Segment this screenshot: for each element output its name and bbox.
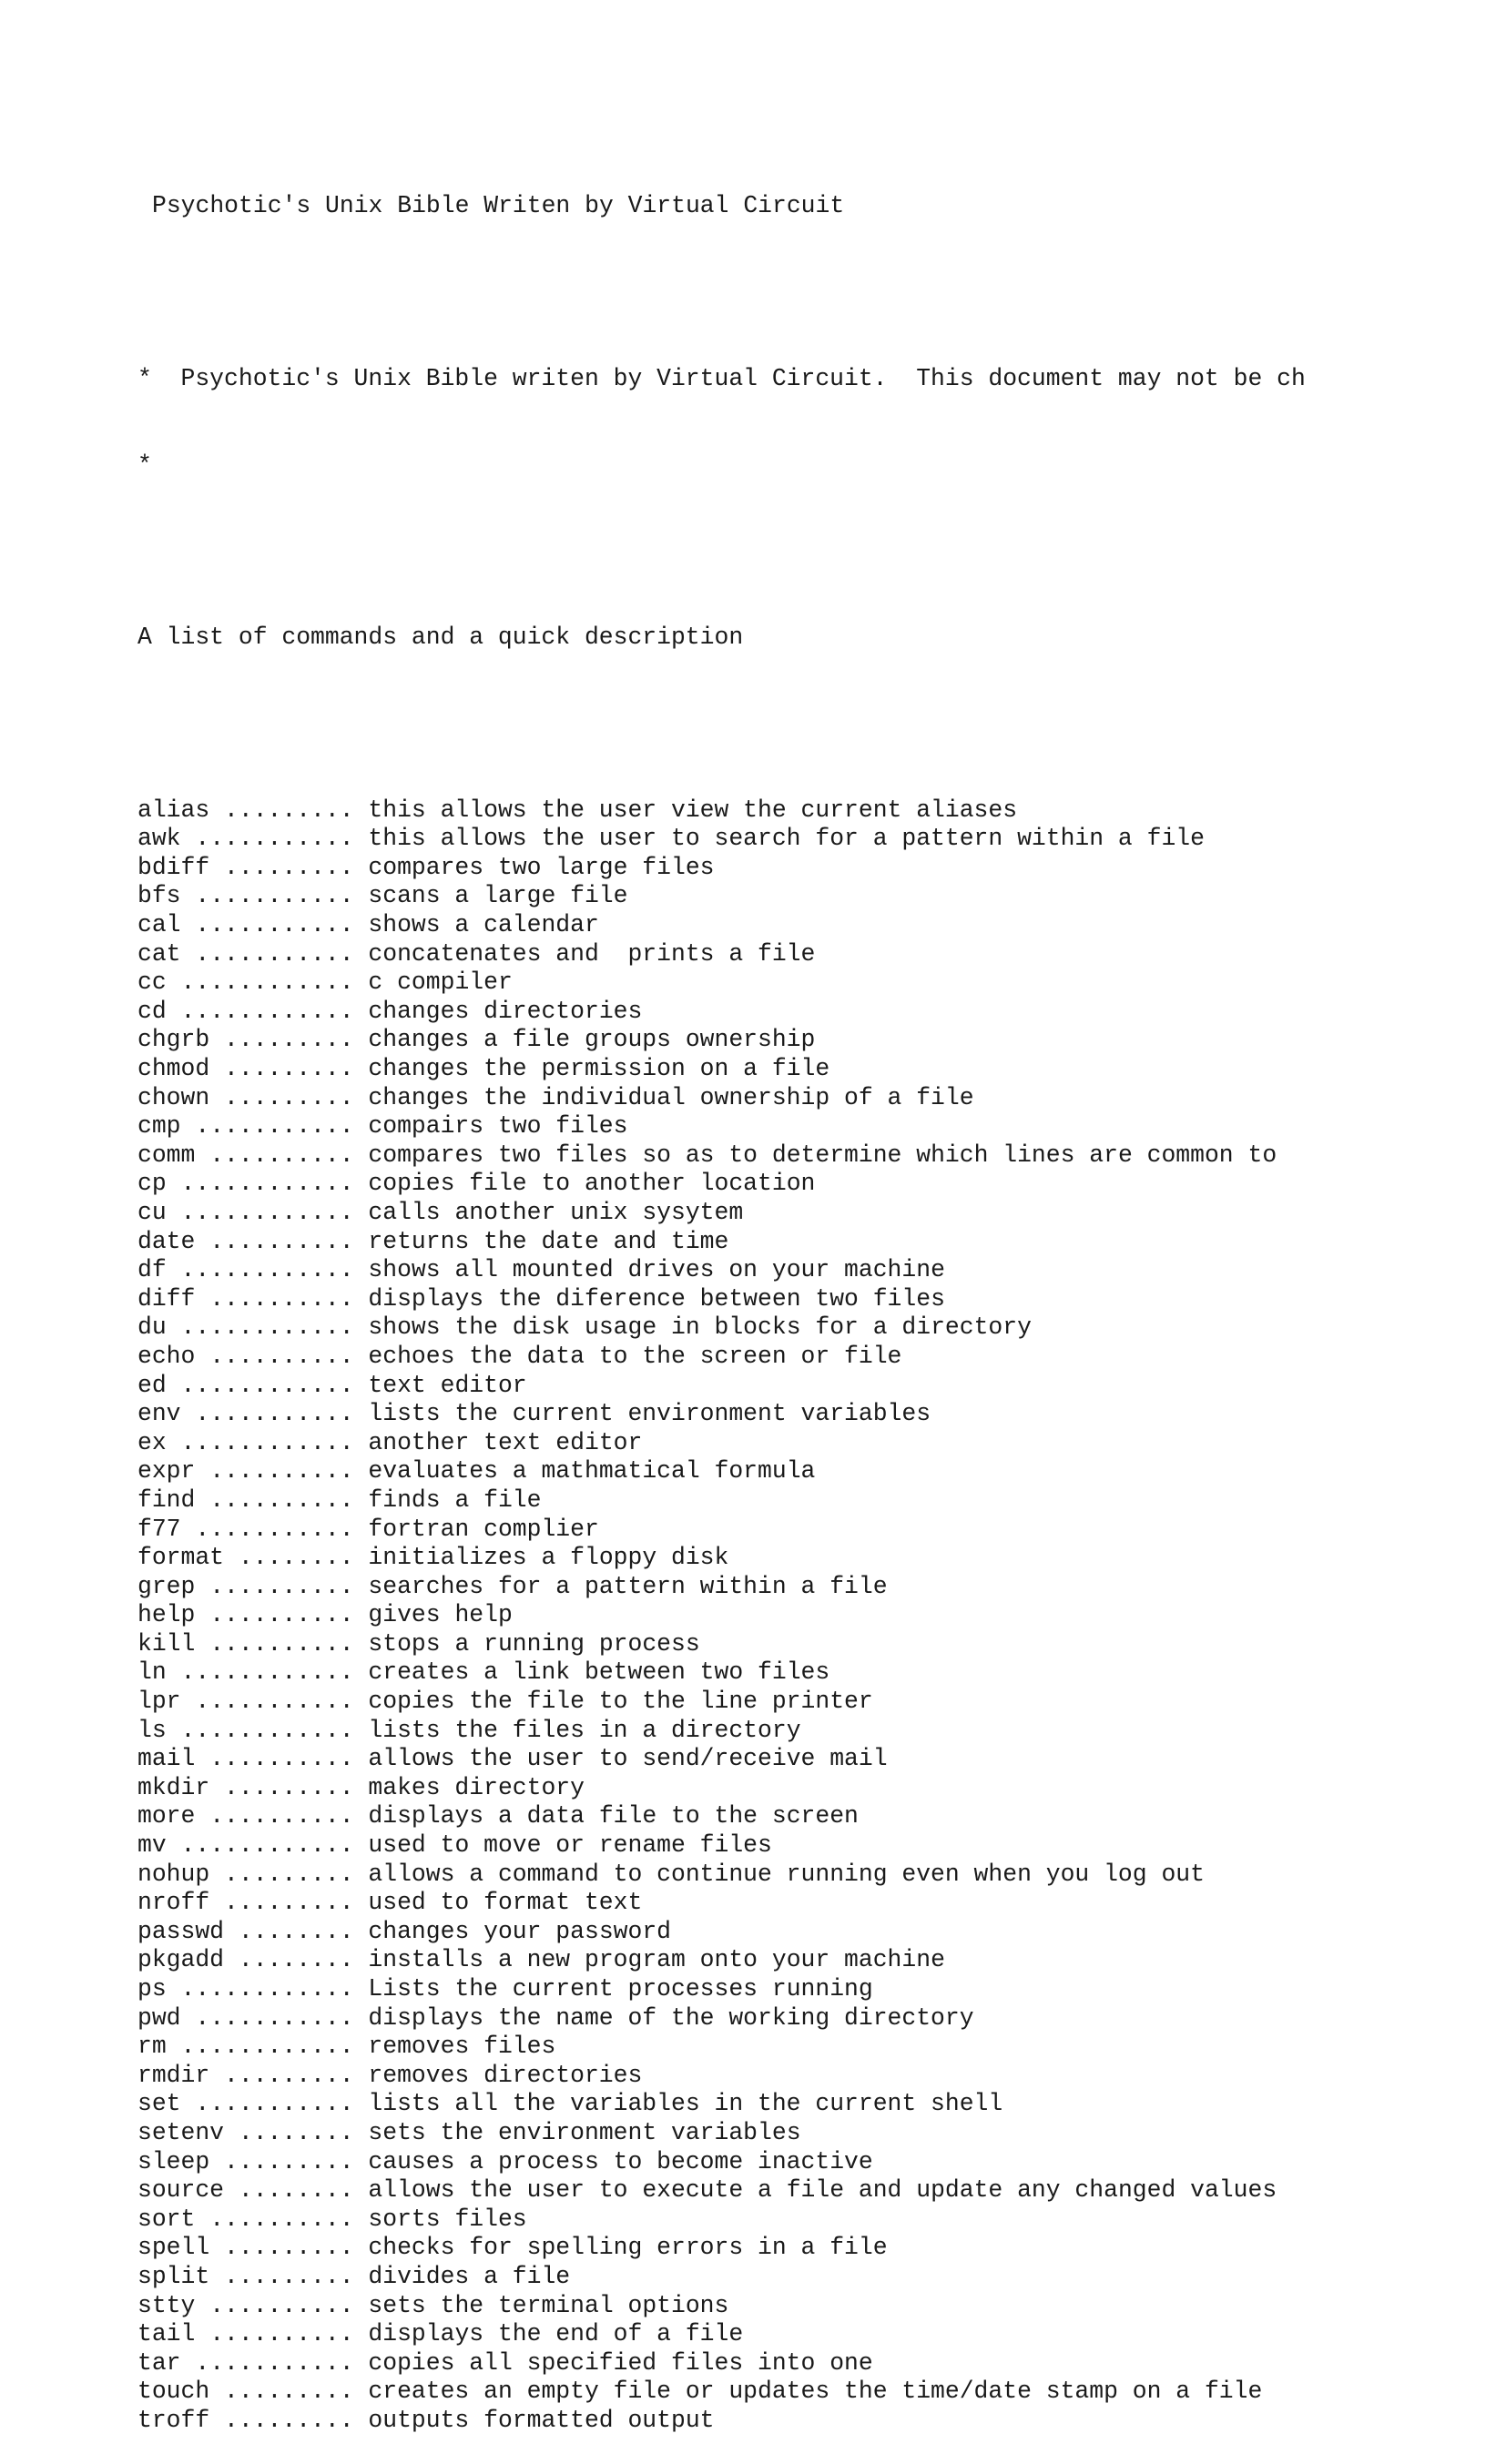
command-leader-dots: ......... [209,1860,354,1888]
command-name: passwd [137,1917,225,1945]
command-name: diff [137,1284,196,1313]
command-description: divides a file [368,2262,571,2290]
command-leader-dots: .......... [195,1601,354,1629]
command-leader-dots: ........... [180,911,354,939]
spacer [137,537,1306,566]
command-row [137,1026,1306,1055]
command-leader-dots: ........... [180,1688,354,1716]
notice-line-end: * [137,451,152,479]
command-leader-dots: ......... [209,1055,354,1082]
command-name: f77 [137,1515,181,1543]
command-name: nroff [137,1889,210,1917]
command-description: shows the disk usage in blocks for a directory [368,1313,1032,1342]
command-row [137,1313,1306,1343]
command-row [137,2062,1306,2091]
command-leader-dots: .......... [195,2320,354,2348]
command-name: awk [137,825,181,853]
command-leader-dots: ............ [166,1371,354,1399]
command-row [137,998,1306,1027]
command-description: allows the user to send/receive mail [368,1745,888,1773]
command-row [137,1630,1306,1659]
command-row [137,1745,1306,1774]
command-name: alias [137,796,210,824]
command-row [137,911,1306,940]
command-description: calls another unix sysytem [368,1198,744,1226]
command-description: lists the files in a directory [368,1716,801,1744]
command-row [137,1055,1306,1084]
command-leader-dots: ......... [209,1773,354,1801]
command-name: bdiff [137,853,210,881]
command-description: sorts files [368,2205,527,2233]
command-row [137,1658,1306,1688]
command-name: df [137,1256,167,1284]
command-row [137,1170,1306,1199]
command-row [137,1343,1306,1372]
command-name: cu [137,1198,167,1226]
command-leader-dots: ........... [180,882,354,910]
command-leader-dots: ........... [180,1112,354,1141]
command-name: chown [137,1083,210,1111]
command-description: this allows the user view the current aliases [368,796,1018,824]
command-name: help [137,1601,196,1629]
command-description: sets the terminal options [368,2291,729,2319]
intro-text: A list of commands and a quick description [137,624,744,652]
command-row [137,940,1306,969]
command-name: spell [137,2234,210,2262]
document-body [137,135,1306,2464]
command-row [137,1141,1306,1171]
command-leader-dots: ........... [180,1515,354,1543]
command-leader-dots: ......... [209,853,354,881]
command-leader-dots: ............ [166,1658,354,1687]
command-description: installs a new program onto your machine [368,1946,945,1974]
command-name: echo [137,1342,196,1370]
command-name: ls [137,1716,167,1744]
command-description: checks for spelling errors in a file [368,2234,888,2262]
command-leader-dots: .......... [195,1284,354,1313]
command-leader-dots: ............ [166,1198,354,1226]
command-description: causes a process to become inactive [368,2147,873,2175]
command-row [137,1228,1306,1257]
command-list [137,796,1306,2436]
command-name: ex [137,1428,167,1456]
command-row [137,1256,1306,1285]
command-name: cal [137,911,181,939]
command-name: env [137,1400,181,1428]
command-name: split [137,2262,210,2290]
command-name: comm [137,1141,196,1169]
command-name: ln [137,1658,167,1687]
command-description: changes the individual ownership of a file [368,1083,974,1111]
command-leader-dots: ........... [180,2090,354,2118]
command-description: creates an empty file or updates the time/date stamp on a file [368,2378,1263,2406]
command-description: removes directories [368,2061,643,2089]
command-row [137,2176,1306,2205]
command-row [137,1429,1306,1458]
command-description: lists the current environment variables [368,1400,931,1428]
command-name: rm [137,2033,167,2061]
command-leader-dots: ......... [209,2378,354,2406]
command-leader-dots: .......... [195,1227,354,1255]
command-leader-dots: .......... [195,2205,354,2233]
command-name: cmp [137,1112,181,1141]
command-description: lists all the variables in the current shell [368,2090,1003,2118]
command-row [137,1688,1306,1717]
command-leader-dots: ............ [166,968,354,997]
command-leader-dots: ........... [180,825,354,853]
command-row [137,1831,1306,1861]
command-row [137,1372,1306,1401]
command-leader-dots: ........ [224,1544,354,1572]
command-description: displays the end of a file [368,2320,744,2348]
command-description: shows a calendar [368,911,599,939]
command-name: du [137,1313,167,1342]
command-row [137,1774,1306,1803]
command-description: initializes a floppy disk [368,1544,729,1572]
command-description: echoes the data to the screen or file [368,1342,902,1370]
command-description: sets the environment variables [368,2118,801,2146]
command-name: source [137,2176,225,2205]
command-leader-dots: ........ [224,2176,354,2205]
command-leader-dots: .......... [195,2291,354,2319]
command-leader-dots: .......... [195,1745,354,1773]
command-description: used to move or rename files [368,1831,772,1860]
command-leader-dots: ........ [224,1946,354,1974]
command-description: gives help [368,1601,513,1629]
command-description: compares two large files [368,853,715,881]
command-leader-dots: ............ [166,1831,354,1860]
command-row [137,2004,1306,2033]
command-description: copies the file to the line printer [368,1688,873,1716]
command-name: touch [137,2378,210,2406]
command-description: allows the user to execute a file and update any changed values [368,2176,1277,2205]
command-row [137,2234,1306,2263]
command-description: displays the diference between two files [368,1284,945,1313]
command-leader-dots: ......... [209,2262,354,2290]
command-row [137,2320,1306,2349]
command-row [137,2349,1306,2378]
command-name: set [137,2090,181,2118]
command-name: chgrb [137,1026,210,1054]
command-name: cat [137,939,181,968]
command-leader-dots: ............ [166,1256,354,1284]
command-row [137,1573,1306,1602]
command-leader-dots: .......... [195,1572,354,1600]
command-name: cp [137,1170,167,1198]
command-leader-dots: ......... [209,1083,354,1111]
command-row [137,2407,1306,2436]
command-row [137,1486,1306,1516]
command-row [137,2090,1306,2119]
command-name: ed [137,1371,167,1399]
command-name: nohup [137,1860,210,1888]
command-name: bfs [137,882,181,910]
command-row [137,1861,1306,1890]
command-name: date [137,1227,196,1255]
command-leader-dots: ............ [166,2033,354,2061]
command-row [137,1889,1306,1918]
command-row [137,2119,1306,2148]
command-row [137,1544,1306,1573]
command-leader-dots: ............ [166,1716,354,1744]
command-description: allows a command to continue running even when you log out [368,1860,1205,1888]
command-description: another text editor [368,1428,643,1456]
command-name: mv [137,1831,167,1860]
command-leader-dots: ......... [209,796,354,824]
command-leader-dots: ........ [224,2118,354,2146]
command-description: concatenates and prints a file [368,939,816,968]
command-row [137,2263,1306,2292]
command-name: cc [137,968,167,997]
command-row [137,1601,1306,1630]
command-leader-dots: ........... [180,939,354,968]
command-leader-dots: ......... [209,2147,354,2175]
notice-line: * Psychotic's Unix Bible writen by Virtual Circuit. This document may not be ch [137,364,1306,392]
command-leader-dots: ............ [166,1975,354,2003]
command-leader-dots: .......... [195,1629,354,1658]
command-description: Lists the current processes running [368,1975,873,2003]
command-name: rmdir [137,2061,210,2089]
command-row [137,1285,1306,1314]
command-description: outputs formatted output [368,2406,715,2434]
command-name: grep [137,1572,196,1600]
command-leader-dots: ............ [166,997,354,1025]
command-description: displays the name of the working directory [368,2003,974,2032]
command-leader-dots: ........... [180,2003,354,2032]
command-leader-dots: ......... [209,1889,354,1917]
command-description: this allows the user to search for a pattern within a file [368,825,1205,853]
command-description: changes the permission on a file [368,1055,830,1082]
command-name: setenv [137,2118,225,2146]
command-name: find [137,1485,196,1514]
command-row [137,1802,1306,1831]
command-row [137,825,1306,854]
command-name: ps [137,1975,167,2003]
command-description: used to format text [368,1889,643,1917]
command-row [137,2378,1306,2407]
command-description: searches for a pattern within a file [368,1572,888,1600]
command-description: changes directories [368,997,643,1025]
command-leader-dots: ......... [209,2234,354,2262]
command-leader-dots: .......... [195,1342,354,1370]
command-description: compares two files so as to determine which lines are common to [368,1141,1277,1169]
command-description: fortran complier [368,1515,599,1543]
command-description: displays a data file to the screen [368,1802,859,1830]
command-row [137,2148,1306,2177]
spacer [137,279,1306,308]
command-row [137,2292,1306,2321]
spacer [137,710,1306,739]
command-description: returns the date and time [368,1227,729,1255]
command-leader-dots: .......... [195,1141,354,1169]
command-description: stops a running process [368,1629,700,1658]
command-row [137,1400,1306,1429]
command-name: pwd [137,2003,181,2032]
command-description: c compiler [368,968,513,997]
command-description: copies all specified files into one [368,2348,873,2377]
command-row [137,968,1306,998]
command-leader-dots: .......... [195,1457,354,1485]
command-leader-dots: ........... [180,1400,354,1428]
command-name: pkgadd [137,1946,225,1974]
command-description: changes your password [368,1917,671,1945]
command-name: format [137,1544,225,1572]
command-leader-dots: ......... [209,1026,354,1054]
document-title: Psychotic's Unix Bible Writen by Virtual Circuit [152,192,845,220]
command-row [137,1946,1306,1975]
command-row [137,1199,1306,1228]
command-name: sort [137,2205,196,2233]
command-name: cd [137,997,167,1025]
command-name: sleep [137,2147,210,2175]
command-name: chmod [137,1055,210,1082]
command-leader-dots: ............ [166,1313,354,1342]
command-description: makes directory [368,1773,585,1801]
command-row [137,1112,1306,1141]
command-description: scans a large file [368,882,628,910]
command-name: tail [137,2320,196,2348]
command-leader-dots: ............ [166,1428,354,1456]
command-name: mail [137,1745,196,1773]
command-description: changes a file groups ownership [368,1026,816,1054]
command-description: evaluates a mathmatical formula [368,1457,816,1485]
command-name: expr [137,1457,196,1485]
command-name: tar [137,2348,181,2377]
command-leader-dots: .......... [195,1802,354,1830]
command-row [137,882,1306,911]
command-description: finds a file [368,1485,542,1514]
command-description: text editor [368,1371,527,1399]
command-leader-dots: ........ [224,1917,354,1945]
command-row [137,2205,1306,2235]
command-row [137,1516,1306,1545]
command-name: troff [137,2406,210,2434]
command-row [137,1457,1306,1486]
command-description: removes files [368,2033,556,2061]
command-leader-dots: ........... [180,2348,354,2377]
command-leader-dots: ............ [166,1170,354,1198]
command-row [137,1084,1306,1113]
command-leader-dots: ......... [209,2061,354,2089]
command-name: mkdir [137,1773,210,1801]
command-description: creates a link between two files [368,1658,830,1687]
command-leader-dots: ......... [209,2406,354,2434]
command-row [137,1975,1306,2004]
command-name: stty [137,2291,196,2319]
command-name: lpr [137,1688,181,1716]
command-row [137,796,1306,826]
command-row [137,1717,1306,1746]
command-description: compairs two files [368,1112,628,1141]
command-row [137,854,1306,883]
command-row [137,2033,1306,2062]
command-name: kill [137,1629,196,1658]
command-description: copies file to another location [368,1170,816,1198]
command-name: more [137,1802,196,1830]
command-description: shows all mounted drives on your machine [368,1256,945,1284]
command-row [137,1918,1306,1947]
command-leader-dots: .......... [195,1485,354,1514]
